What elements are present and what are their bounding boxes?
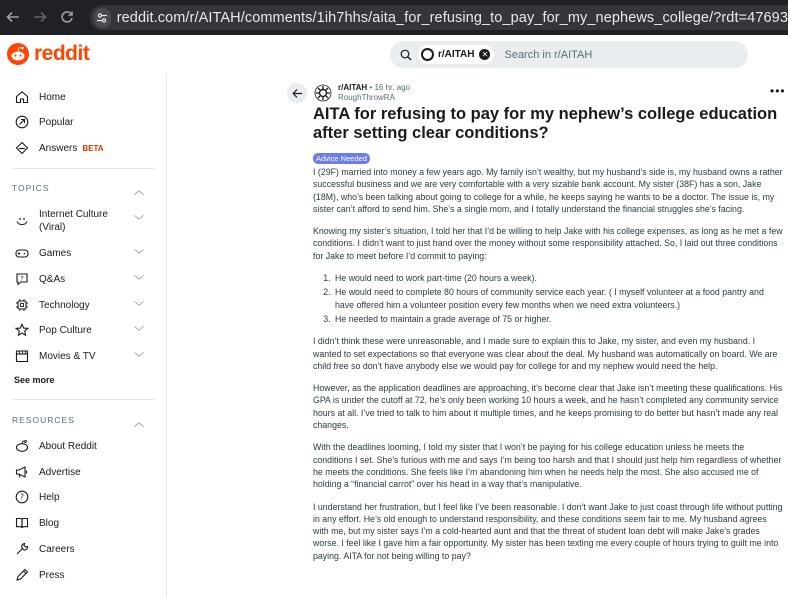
sidebar-item-careers[interactable] [14, 541, 75, 557]
post-paragraph: However, as the application deadlines are approaching, it’s become clear that Jake isn’t meeting these qualifications. His GPA is under the cutoff at 72, he’s only been working 10 hours a week, and he hasn’t completed any community service hours at all. I’ve tried to talk to him about it multiple times, and he keeps promising to do better but hasn’t made any real changes. [313, 383, 783, 431]
remove-filter-icon[interactable]: ✕ [479, 49, 490, 60]
megaphone-icon [14, 464, 30, 480]
chevron-down-icon[interactable]: ﹀ [134, 301, 144, 313]
sidebar-item-label: Press [39, 569, 65, 581]
resources-heading-label: RESOURCES [12, 415, 75, 425]
reload-icon[interactable] [56, 6, 78, 28]
sidebar-item-label: Technology [39, 299, 90, 311]
sidebar-item-label: Games [39, 247, 72, 259]
sidebar-item-label: Popular [39, 116, 74, 128]
sidebar-item-label: Movies & TV [39, 350, 96, 362]
sidebar-divider [12, 399, 155, 400]
sidebar-item-home[interactable] [14, 89, 66, 105]
list-item: 2. He would need to complete 80 hours of community service each year. ( I myself volunteer at a food pantry and have offered him a volunteer position every few months when we need extra volunteers.) [333, 286, 784, 311]
popular-icon [14, 114, 30, 130]
chevron-up-icon[interactable]: ︿ [134, 418, 145, 429]
post-body [313, 166, 784, 572]
beta-badge: BETA [82, 143, 104, 153]
sidebar-item-popular[interactable] [14, 114, 73, 130]
sidebar-item-press[interactable] [14, 567, 65, 583]
chevron-down-icon[interactable]: ﹀ [134, 216, 144, 227]
sidebar-item-blog[interactable] [14, 515, 59, 531]
sidebar-item-label-line1: Internet Culture [39, 209, 108, 220]
post-time: • 16 hr. ago [369, 83, 411, 92]
site-settings-icon[interactable] [94, 8, 111, 28]
gamepad-icon [14, 245, 30, 261]
book-icon [14, 515, 30, 531]
topics-heading-label: TOPICS [12, 183, 50, 193]
post-paragraph: With the deadlines looming, I told my sister that I won’t be paying for his college education unless he meets the conditions I set. She’s furious with me and says I’m being too harsh and that I should just help him regardless of whether he meets the conditions. She feels like I’m abandoning him when he needs help the most. She also accused me of holding a “financial carrot” over his head in a way that’s manipulative. [313, 442, 782, 490]
sidebar-item-label: Careers [39, 543, 75, 555]
sidebar-divider [12, 168, 155, 169]
sidebar-item-pop-culture[interactable] [14, 322, 144, 338]
sidebar-item-qas[interactable] [14, 271, 144, 287]
left-sidebar [0, 73, 167, 597]
sidebar-item-about-reddit[interactable] [14, 438, 97, 454]
sidebar-item-games[interactable] [14, 245, 144, 261]
url-text[interactable]: reddit.com/r/AITAH/comments/1ih7hhs/aita_for_refusing_to_pay_for_my_nephews_college/?rdt=47693 [116, 9, 788, 26]
subreddit-filter-chip[interactable] [418, 45, 494, 64]
post-paragraph: Knowing my sister’s situation, I told her that I’d be willing to help Jake with his college expenses, as long as he met a few conditions. I didn’t want to just hand over the money without some responsibility attached. So, I laid out three conditions for Jake to meet before I’d commit to paying: [313, 226, 783, 261]
post-paragraph: I (29F) married into money a few years ago. My family isn’t wealthy, but my husband’s side is, my husband owns a rather successful business and we are very comfortable with a very sizable bank account. My sister (38F) has a son, Jake (18M), who’s been talking about going to college for a while, he keeps saying he wants to be a doctor. The issue is, my sister can’t afford to send him. She’s a single mom, and I totally understand the financial struggles she’s facing. [313, 167, 783, 214]
sidebar-item-label: Q&As [39, 273, 66, 285]
reddit-logo[interactable] [7, 42, 89, 66]
sidebar-item-advertise[interactable] [14, 464, 81, 480]
sidebar-item-label-line2: (Viral) [39, 222, 66, 233]
see-more-link[interactable]: See more [14, 375, 55, 385]
post-meta [338, 83, 410, 103]
arrow-left-icon [292, 88, 303, 99]
subreddit-link[interactable]: r/AITAH [338, 83, 368, 92]
svg-text:?: ? [20, 492, 24, 502]
sidebar-item-movies-tv[interactable] [14, 348, 144, 364]
sidebar-item-internet-culture[interactable] [14, 208, 144, 234]
reddit-wordmark: reddit [34, 42, 90, 65]
subreddit-icon [421, 48, 434, 61]
star-icon [14, 322, 30, 338]
more-options-icon[interactable]: ••• [770, 84, 786, 98]
sidebar-item-technology[interactable] [14, 297, 144, 313]
search-input[interactable]: Search in r/AITAH [504, 48, 593, 61]
help-icon [14, 489, 30, 505]
chevron-down-icon[interactable]: ﹀ [134, 249, 144, 261]
post-flair[interactable]: Advice Needed [313, 153, 370, 164]
wrench-icon [14, 541, 30, 557]
conditions-list [333, 272, 784, 325]
chevron-down-icon[interactable]: ﹀ [134, 275, 144, 287]
search-bar[interactable] [390, 41, 748, 68]
smiley-icon [14, 213, 30, 229]
address-bar[interactable] [90, 5, 788, 30]
chip-label: r/AITAH [438, 49, 475, 60]
pen-icon [14, 567, 30, 583]
subreddit-avatar-icon[interactable] [314, 84, 332, 102]
clapperboard-icon [14, 348, 30, 364]
browser-toolbar [0, 0, 788, 35]
reddit-logo-icon [7, 43, 29, 65]
topics-heading[interactable] [12, 183, 145, 197]
home-icon [14, 89, 30, 105]
sidebar-item-label: About Reddit [39, 440, 97, 452]
sidebar-item-label: Home [39, 91, 66, 103]
answers-icon [14, 140, 30, 156]
chevron-down-icon[interactable]: ﹀ [134, 326, 144, 338]
list-item: 3. He needed to maintain a grade average of 75 or higher. [333, 313, 784, 325]
search-icon [400, 49, 412, 61]
list-item: 1. He would need to work part-time (20 hours a week). [333, 272, 784, 284]
svg-text:?: ? [20, 274, 24, 283]
reddit-alien-icon [14, 438, 30, 454]
resources-heading[interactable] [12, 415, 145, 429]
back-arrow-icon[interactable] [2, 6, 24, 28]
chevron-up-icon[interactable]: ︿ [134, 186, 145, 197]
author-link[interactable]: RoughThrowRA [338, 93, 395, 102]
sidebar-item-label: Answers [39, 142, 78, 154]
post-paragraph: I didn’t think these were unreasonable, and I made sure to explain this to Jake, my sister, and even my husband. I wanted to set expectations so that everyone was clear about the deal. My husband was automatically on board. We are child free so don’t have anybody else we would pay for college for and my nephew would need the help. [313, 336, 778, 371]
sidebar-item-label: Advertise [39, 466, 81, 478]
question-bubble-icon [14, 271, 30, 287]
sidebar-item-label: Pop Culture [39, 324, 92, 336]
chevron-down-icon[interactable]: ﹀ [134, 352, 144, 364]
sidebar-item-label: Blog [39, 517, 60, 529]
chip-icon [14, 297, 30, 313]
site-header [0, 35, 788, 73]
sidebar-item-answers[interactable] [14, 140, 104, 156]
sidebar-item-label: Help [39, 491, 60, 503]
sidebar-item-help[interactable] [14, 489, 60, 505]
post-paragraph: I understand her frustration, but I feel like I’ve been reasonable. I don’t want Jake to just coast through life without putting in any effort. He’s old enough to understand responsibility, and these conditions seem fair to me. My husband agrees with me, but my sister says I’m a cold-hearted aunt and that the threat of student loan debt will make Jake’s grades worse. I feel like I gave him a fair opportunity. My sister has been texting me every couple of hours trying to guilt me into paying. AITA for not being willing to pay? [313, 501, 783, 561]
sidebar-item-label-wrap [39, 208, 108, 234]
forward-arrow-icon[interactable] [29, 6, 51, 28]
post-title: AITA for refusing to pay for my nephew’s college education after setting clear conditions? [313, 105, 778, 142]
back-button[interactable] [287, 83, 307, 103]
